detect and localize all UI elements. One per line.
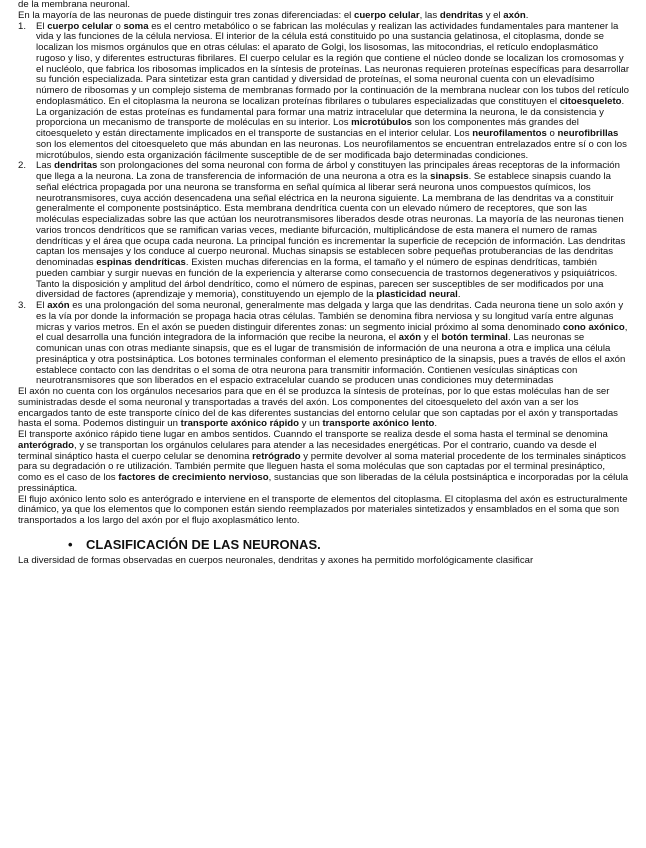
axon-transport-paragraph: [18, 387, 629, 430]
text-run: El flujo axónico lento solo es anterógrado e interviene en el transporte de elementos del citoplasma. El citoplasma del axón es estructuralmente dinámico, ya que los elementos que lo componen están siendo reemplazados por materiales sintetizados y ensamblados en el soma que son transportados a los largo del axón por el flujo axoplasmático lento.: [18, 493, 628, 526]
document-page: [18, 0, 629, 567]
last-line: La diversidad de formas observadas en cuerpos neuronales, dendritas y axones ha permitido morfológicamente clasificar: [18, 554, 534, 566]
list-item-text: [36, 21, 629, 161]
text-run: En la mayoría de las neuronas de puede distinguir tres zonas diferenciadas: el: [18, 9, 354, 21]
text-run: son los elementos del citoesqueleto que más abundan en las neuronas. Los neurofilamentos se encuentran entrelazados entre sí o con los microtúbulos, siendo esta organización fácilmente susceptible de de ser modificada bajo determinadas condiciones.: [36, 138, 627, 161]
bold-term: factores de crecimiento nervioso: [118, 472, 269, 483]
bold-term: plasticidad neural: [376, 289, 458, 301]
section-heading-text: CLASIFICACIÓN DE LAS NEURONAS.: [86, 536, 321, 552]
list-number: 3.: [18, 300, 27, 311]
text-run: .: [434, 418, 438, 430]
list-item-dendritas: [18, 161, 629, 301]
bold-term: cuerpo celular: [353, 9, 420, 21]
list-number: 2.: [18, 160, 27, 172]
bold-term: soma: [123, 20, 149, 32]
section-heading: [18, 537, 629, 553]
slow-transport-paragraph: [18, 495, 629, 527]
top-fragment: de la membrana neuronal.: [18, 0, 130, 10]
bold-term: botón terminal: [441, 332, 508, 344]
text-run: , sustancias que son liberadas de la célula postsináptica e incorporadas por la célula pressináptica.: [18, 472, 629, 494]
text-run: es una prolongación del soma neuronal, generalmente mas delgada y larga que las dendritas. Cada neurona tiene un solo axón y es la vía por donde la información se propaga hacia otras células. También se denomina fibra nerviosa y su longitud varía entre algunas micras y varios metros. En el axón se pueden distinguir diferentes zonas: un segmento inicial próximo al soma denominado: [36, 300, 624, 333]
bold-term: cuerpo celular: [47, 20, 113, 32]
bullet-icon: •: [68, 536, 73, 552]
list-item-axon: [18, 301, 629, 387]
text-run: .: [525, 9, 529, 21]
bold-term: transporte axónico rápido: [180, 418, 299, 430]
text-run: o: [112, 20, 124, 32]
text-run: y un: [299, 418, 323, 430]
bold-term: dendritas: [439, 9, 484, 21]
bold-term: microtúbulos: [351, 117, 412, 129]
text-run: o: [546, 128, 558, 139]
text-run: .: [457, 289, 461, 301]
text-run: , las: [419, 9, 440, 21]
text-run: . Se establece sinapsis cuando la señal eléctrica propagada por una neurona se transforma en señal química al liberar será neurona unos compuestos químicos, los neurotransmisores, cuya acción desencadena una señal eléctrica en la neurona siguiente. La membrana de las dendritas va a constituir generalmente el componente postsináptico. Esta membrana dendrítica cuenta con un elevado número de receptores, que son las moléculas especializadas sobre las que actúan los neurotransmisores liberados desde otras neuronas. La mayoría de las neuronas tienen varios troncos dendríticos que se ramifican varias veces, mediante bifurcación, multiplicándose de esta manera el numero de ramas dendríticas y el área que ocupa cada neurona. La principal función es incrementar la superficie de recepción de información. Las dendritas captan los mensajes y los conduce al cuerpo neuronal. Muchas sinapsis se establecen sobre pequeñas protuberancias de las dendritas denominadas: [36, 171, 626, 268]
text-run: . Las neuronas se comunican unas con otras mediante sinapsis, que es el lugar de transmisión de información de una neurona a otra e implica una célula presináptica y otra postsináptica. Los botones terminales conforman el elemento presináptico de la sinapsis, pues a través de ellos el axón establece contacto con las dendritas o el soma de otra neurona para transmitir información. Contienen vesículas sinápticas con neurotransmisores que son liberados en el espacio extracelular cuando se producen unas condiciones muy determinadas: [36, 332, 626, 387]
text-run: . Existen muchas diferencias en la forma, el tamaño y el número de espinas dendríticas, también pueden cambiar y surgir nuevas en función de la experiencia y alterarse como consecuencia de trastornos degenerativos y psiquiátricos. Tanto la disposición y amplitud del árbol dendrítico, como el número de espinas, parecen ser susceptibles de ser modificados por una diversidad de factores (aprendizaje y memoria), constituyendo un ejemplo de la: [36, 257, 618, 301]
bold-term: transporte axónico lento: [322, 418, 435, 430]
text-run: Las: [36, 160, 55, 172]
bold-term: sinapsis: [430, 171, 469, 182]
text-run: El transporte axónico rápido tiene lugar en ambos sentidos. Cuanndo el transporte se realiza desde el soma hasta el terminal se denomina: [18, 429, 608, 440]
text-run: El: [36, 20, 48, 32]
bold-term: espinas dendríticas: [96, 257, 186, 268]
bold-term: axón: [503, 9, 526, 21]
text-run: y permite devolver al soma material procedente de los terminales sinápticos para su degradación o re utilización. También permite que lleguen hasta el soma moléculas que son captadas por el terminal presináptico, como es el caso de los: [18, 450, 626, 483]
text-run: , y se transportan los orgánulos celulares para atender a las necesidades energéticas. Por el contrario, cuando va desde el terminal sináptico hasta el cuerpo celular se denomina: [18, 439, 597, 462]
neuron-parts-list: [18, 22, 629, 388]
bold-term: neurofibrillas: [557, 128, 619, 139]
text-run: , el cual desarrolla una función integradora de la información que recibe la neurona, el: [36, 321, 628, 344]
bold-term: axón: [398, 332, 422, 344]
bold-term: retrógrado: [252, 450, 301, 462]
text-run: El axón no cuenta con los orgánulos necesarios para que en él se produzca la síntesis de proteínas, por lo que estas moléculas han de ser suministradas desde el soma neuronal y transportadas a través del axón. Los componentes del citoesqueleto del axón van a ser los encargados tanto de este transporte cínico del de kas diferentes sustancias del entorno celular que son captadas por el axón y transportadas hasta el soma. Podemos distinguir un: [18, 386, 618, 430]
text-run: es el centro metabólico o se fabrican las moléculas y realizan las actividades fundamentales para mantener la vida y las funciones de la célula nerviosa. El interior de la célula está constituido po una sustancia gelatinosa, el citoplasma, donde se localizan los mismos orgánulos que en otras células: el aparato de Golgi, los lisosomas, las mitocondrias, el retículo endoplasmático rugoso y liso, y diferentes estructuras fibrilares. El cuerpo celular es la región que contiene el núcleo donde se localizan los cromosomas y el nucléolo, que fabrica los ribosomas implicados en la síntesis de proteínas. Las neuronas requieren proteínas específicas para desarrollar su función especializada. Para sintetizar esta gran cantidad y diversidad de proteínas, el soma neuronal cuenta con un elevadísimo número de ribosomas y un complejo sistema de membranas formado por la continuación de la membrana nuclear con los tubos del retículo endoplasmático. En el citoplasma la neurona se localizan proteínas fibrilares o tubulares especializadas que constituyen el: [36, 20, 630, 107]
bold-term: cono axónico: [562, 321, 625, 333]
text-run: son los componentes más grandes del citoesqueleto y están directamente implicados en el transporte de sustancias en el interior celular. Los: [36, 117, 579, 139]
text-run: El: [36, 300, 48, 311]
bold-term: dendritas: [54, 160, 98, 172]
list-item-text: [36, 300, 627, 386]
list-item-text: [36, 160, 625, 300]
text-run: y el: [483, 9, 504, 21]
bold-term: axón: [47, 300, 70, 311]
fast-transport-paragraph: [18, 430, 629, 495]
text-run: y el: [421, 332, 442, 344]
bold-term: citoesqueleto: [559, 95, 622, 107]
list-item-soma: [18, 22, 629, 162]
bold-term: neurofilamentos: [472, 128, 547, 139]
list-number: 1.: [18, 20, 27, 32]
text-run: son prolongaciones del soma neuronal con forma de árbol y constituyen las principales áreas receptoras de la información que llega a la neurona. La zona de transferencia de información de una neurona a otra es la: [36, 160, 620, 182]
text-run: . La organización de estas proteínas es fundamental para formar una matriz intracelular que determina la neurona, le da consistencia y proporciona un mecanismo de transporte de moléculas en su interior. Los: [36, 95, 625, 129]
bold-term: anterógrado: [18, 439, 74, 451]
